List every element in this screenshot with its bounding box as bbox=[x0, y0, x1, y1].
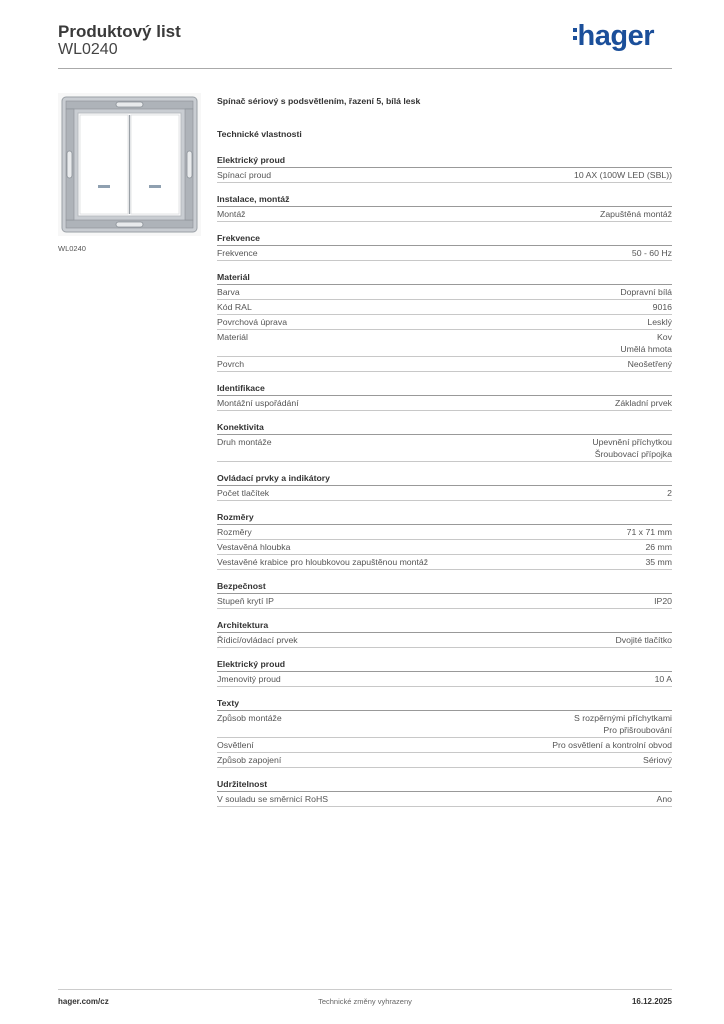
spec-value-line: 26 mm bbox=[645, 542, 672, 552]
spec-label: Počet tlačítek bbox=[217, 488, 270, 498]
spec-label: Povrch bbox=[217, 359, 245, 369]
section-title: Instalace, montáž bbox=[217, 193, 672, 207]
spec-value bbox=[620, 286, 672, 298]
section-title: Udržitelnost bbox=[217, 778, 672, 792]
spec-value-line: Dopravní bílá bbox=[620, 287, 672, 297]
spec-row bbox=[217, 315, 672, 330]
spec-section bbox=[217, 658, 672, 687]
spec-value-line: 71 x 71 mm bbox=[626, 527, 672, 537]
section-title: Texty bbox=[217, 697, 672, 711]
spec-label: Stupeň krytí IP bbox=[217, 596, 274, 606]
spec-label: Druh montáže bbox=[217, 437, 272, 447]
spec-value bbox=[552, 739, 672, 751]
spec-value-line: Šroubovací přípojka bbox=[594, 449, 672, 459]
spec-section bbox=[217, 193, 672, 222]
spec-value bbox=[667, 487, 672, 499]
logo-colon-icon bbox=[573, 20, 577, 40]
spec-label: Frekvence bbox=[217, 248, 258, 258]
spec-value bbox=[620, 331, 672, 355]
spec-section bbox=[217, 778, 672, 807]
spec-value bbox=[654, 595, 672, 607]
spec-section bbox=[217, 697, 672, 768]
spec-label: Barva bbox=[217, 287, 240, 297]
spec-section bbox=[217, 511, 672, 570]
image-caption: WL0240 bbox=[58, 244, 86, 253]
light-switch-icon bbox=[58, 93, 201, 236]
section-title: Frekvence bbox=[217, 232, 672, 246]
spec-row bbox=[217, 594, 672, 609]
spec-value bbox=[645, 556, 672, 568]
spec-row bbox=[217, 435, 672, 462]
spec-value-line: Pro přišroubování bbox=[603, 725, 672, 735]
spec-row bbox=[217, 330, 672, 357]
spec-value-line: Ano bbox=[656, 794, 672, 804]
spec-value bbox=[616, 634, 673, 646]
spec-value-line: Základní prvek bbox=[615, 398, 672, 408]
spec-label: Způsob zapojení bbox=[217, 755, 282, 765]
spec-value bbox=[615, 397, 672, 409]
spec-label: Jmenovitý proud bbox=[217, 674, 281, 684]
hager-logo bbox=[573, 20, 654, 53]
spec-value bbox=[574, 169, 672, 181]
spec-label: Spínací proud bbox=[217, 170, 272, 180]
spec-label: Materiál bbox=[217, 332, 248, 342]
footer-note: Technické změny vyhrazeny bbox=[318, 997, 412, 1006]
spec-section bbox=[217, 580, 672, 609]
spec-section bbox=[217, 271, 672, 372]
spec-row bbox=[217, 396, 672, 411]
spec-label: V souladu se směrnicí RoHS bbox=[217, 794, 329, 804]
footer-divider bbox=[58, 989, 672, 990]
section-title: Konektivita bbox=[217, 421, 672, 435]
spec-label: Vestavěná hloubka bbox=[217, 542, 291, 552]
spec-label: Osvětlení bbox=[217, 740, 254, 750]
spec-row bbox=[217, 738, 672, 753]
spec-value bbox=[653, 301, 672, 313]
spec-value-line: Pro osvětlení a kontrolní obvod bbox=[552, 740, 672, 750]
spec-label: Vestavěné krabice pro hloubkovou zapuštěnou montáž bbox=[217, 557, 429, 567]
spec-value-line: Lesklý bbox=[647, 317, 672, 327]
spec-row bbox=[217, 246, 672, 261]
spec-value bbox=[645, 541, 672, 553]
spec-section bbox=[217, 232, 672, 261]
spec-value-line: 2 bbox=[667, 488, 672, 498]
spec-value-line: 35 mm bbox=[645, 557, 672, 567]
page-footer bbox=[58, 997, 672, 1011]
section-title: Bezpečnost bbox=[217, 580, 672, 594]
spec-value bbox=[655, 673, 672, 685]
footer-website: hager.com/cz bbox=[58, 997, 109, 1006]
spec-label: Způsob montáže bbox=[217, 713, 282, 723]
section-title: Ovládací prvky a indikátory bbox=[217, 472, 672, 486]
spec-section bbox=[217, 154, 672, 183]
spec-value-line: Umělá hmota bbox=[620, 344, 672, 354]
section-title: Architektura bbox=[217, 619, 672, 633]
spec-content bbox=[217, 94, 672, 817]
spec-row bbox=[217, 555, 672, 570]
page-header bbox=[58, 20, 672, 70]
spec-value-line: 9016 bbox=[652, 302, 672, 312]
spec-label: Montážní uspořádání bbox=[217, 398, 299, 408]
spec-value bbox=[628, 358, 672, 370]
spec-value bbox=[643, 754, 672, 766]
spec-sections bbox=[217, 154, 672, 807]
spec-value-line: S rozpěrnými příchytkami bbox=[573, 713, 672, 723]
spec-label: Kód RAL bbox=[217, 302, 252, 312]
section-title: Materiál bbox=[217, 271, 672, 285]
spec-row bbox=[217, 525, 672, 540]
section-title: Rozměry bbox=[217, 511, 672, 525]
spec-row bbox=[217, 753, 672, 768]
technical-properties-title: Technické vlastnosti bbox=[217, 129, 302, 139]
spec-section bbox=[217, 421, 672, 462]
spec-row bbox=[217, 633, 672, 648]
spec-section bbox=[217, 619, 672, 648]
spec-row bbox=[217, 300, 672, 315]
section-title: Identifikace bbox=[217, 382, 672, 396]
spec-row bbox=[217, 486, 672, 501]
spec-value bbox=[592, 436, 672, 460]
spec-row bbox=[217, 207, 672, 222]
spec-value-line: Sériový bbox=[643, 755, 672, 765]
spec-value-line: 10 AX (100W LED (SBL)) bbox=[573, 170, 672, 180]
spec-label: Řídicí/ovládací prvek bbox=[217, 635, 298, 645]
spec-row bbox=[217, 711, 672, 738]
spec-row bbox=[217, 540, 672, 555]
spec-value-line: Kov bbox=[657, 332, 672, 342]
header-divider bbox=[58, 68, 672, 69]
spec-section bbox=[217, 382, 672, 411]
document-title: Produktový list bbox=[58, 22, 181, 41]
spec-label: Montáž bbox=[217, 209, 246, 219]
spec-label: Rozměry bbox=[217, 527, 252, 537]
spec-value bbox=[600, 208, 672, 220]
spec-value bbox=[574, 712, 672, 736]
spec-value-line: IP20 bbox=[654, 596, 672, 606]
spec-value bbox=[627, 526, 672, 538]
spec-section bbox=[217, 472, 672, 501]
product-name: Spínač sériový s podsvětlením, řazení 5, bílá lesk bbox=[217, 96, 421, 106]
spec-value-line: Neošetřený bbox=[627, 359, 672, 369]
spec-value bbox=[647, 316, 672, 328]
spec-value-line: Upevnění příchytkou bbox=[592, 437, 672, 447]
spec-row bbox=[217, 285, 672, 300]
section-title: Elektrický proud bbox=[217, 154, 672, 168]
section-title: Elektrický proud bbox=[217, 658, 672, 672]
spec-value bbox=[632, 247, 672, 259]
spec-label: Povrchová úprava bbox=[217, 317, 288, 327]
spec-row bbox=[217, 792, 672, 807]
spec-value bbox=[657, 793, 672, 805]
footer-date: 16.12.2025 bbox=[631, 997, 672, 1006]
spec-value-line: Zapuštěná montáž bbox=[600, 209, 672, 219]
product-code: WL0240 bbox=[58, 41, 118, 58]
spec-value-line: Dvojité tlačítko bbox=[615, 635, 672, 645]
spec-row bbox=[217, 672, 672, 687]
spec-value-line: 50 - 60 Hz bbox=[631, 248, 672, 258]
spec-row bbox=[217, 168, 672, 183]
logo-text: hager bbox=[577, 20, 654, 52]
spec-row bbox=[217, 357, 672, 372]
spec-value-line: 10 A bbox=[654, 674, 672, 684]
